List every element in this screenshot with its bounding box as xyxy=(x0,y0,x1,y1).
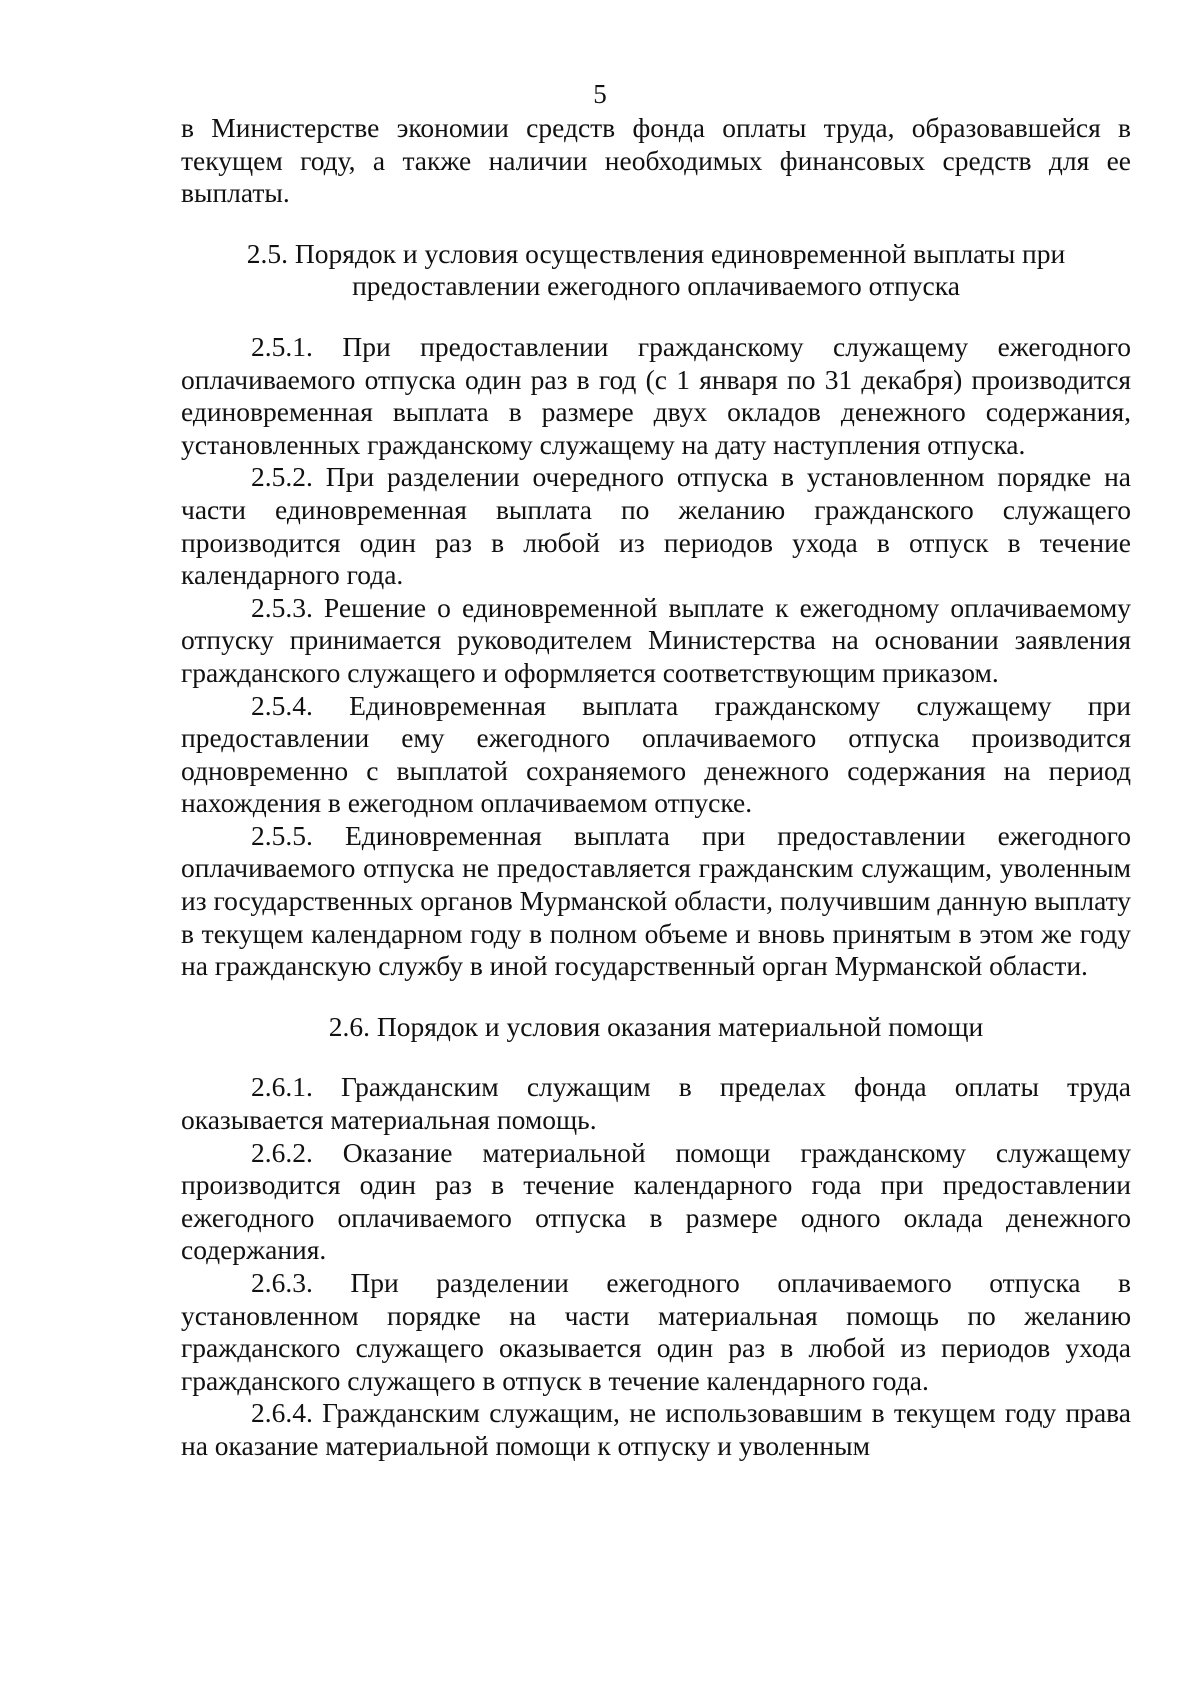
paragraph-2-6-2: 2.6.2. Оказание материальной помощи гражданскому служащему производится один раз в течение календарного года при предоставлении ежегодного оплачиваемого отпуска в размере одного оклада денежного содержания. xyxy=(181,1136,1131,1266)
section-2-6-heading: 2.6. Порядок и условия оказания материальной помощи xyxy=(328,1010,984,1042)
section-2-5-heading: 2.5. Порядок и условия осуществления единовременной выплаты при предоставлении ежегодного оплачиваемого отпуска xyxy=(246,237,1066,302)
paragraph-2-6-1: 2.6.1. Гражданским служащим в пределах фонда оплаты труда оказывается материальная помощь. xyxy=(181,1071,1131,1136)
paragraph-2-5-2: 2.5.2. При разделении очередного отпуска в установленном порядке на части единовременная выплата по желанию гражданского служащего производится один раз в любой из периодов ухода в отпуск в течение календарного года. xyxy=(181,461,1131,591)
paragraph-2-5-3: 2.5.3. Решение о единовременной выплате к ежегодному оплачиваемому отпуску принимается руководителем Министерства на основании заявления гражданского служащего и оформляется соответствующим приказом. xyxy=(181,591,1131,688)
paragraph-2-5-4: 2.5.4. Единовременная выплата гражданскому служащему при предоставлении ему ежегодного оплачиваемого отпуска производится одновременно с выплатой сохраняемого денежного содержания на период нахождения в ежегодном оплачиваемом отпуске. xyxy=(181,689,1131,819)
page-number: 5 xyxy=(593,79,607,109)
paragraph-2-5-5: 2.5.5. Единовременная выплата при предоставлении ежегодного оплачиваемого отпуска не предоставляется гражданским служащим, уволенным из государственных органов Мурманской области, получившим данную выплату в текущем календарном году в полном объеме и вновь принятым в этом же году на гражданскую службу в иной государственный орган Мурманской области. xyxy=(181,819,1131,982)
paragraph-2-6-3: 2.6.3. При разделении ежегодного оплачиваемого отпуска в установленном порядке на части материальная помощь по желанию гражданского служащего оказывается один раз в любой из периодов ухода гражданского служащего в отпуск в течение календарного года. xyxy=(181,1267,1131,1396)
paragraph-2-6-4: 2.6.4. Гражданским служащим, не использовавшим в текущем году права на оказание материальной помощи к отпуску и уволенным xyxy=(181,1397,1131,1461)
document-body xyxy=(181,112,1131,1463)
intro-paragraph: в Министерстве экономии средств фонда оплаты труда, образовавшейся в текущем году, а также наличии необходимых финансовых средств для ее выплаты. xyxy=(181,112,1131,209)
paragraph-2-5-1: 2.5.1. При предоставлении гражданскому служащему ежегодного оплачиваемого отпуска один раз в год (с 1 января по 31 декабря) производится единовременная выплата в размере двух окладов денежного содержания, установленных гражданскому служащему на дату наступления отпуска. xyxy=(181,330,1131,460)
